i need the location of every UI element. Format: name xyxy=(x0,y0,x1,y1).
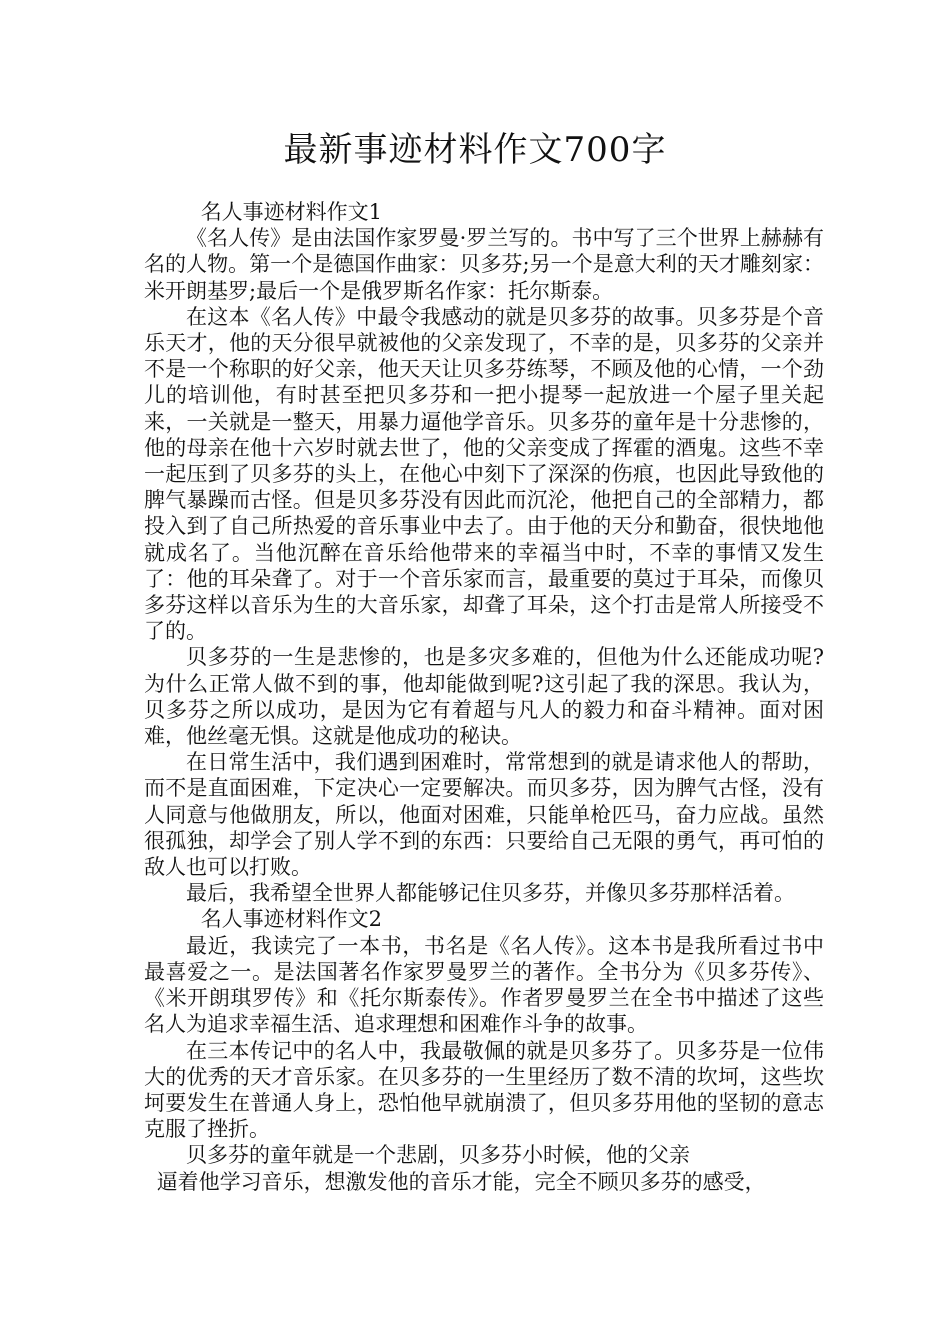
paragraph: 最近，我读完了一本书，书名是《名人传》。这本书是我所看过书中最喜爱之一。是法国著名作家罗曼罗兰的著作。全书分为《贝多芬传》、《米开朗琪罗传》和《托尔斯泰传》。作者罗曼罗兰在全书中描述了这些名人为追求幸福生活、追求理想和困难作斗争的故事。 xyxy=(144,933,824,1037)
paragraph: 贝多芬的童年就是一个悲剧，贝多芬小时候，他的父亲 xyxy=(186,1143,690,1168)
section-heading: 名人事迹材料作文2 xyxy=(200,907,383,932)
section-heading: 名人事迹材料作文1 xyxy=(200,200,383,224)
document-body xyxy=(144,199,824,1195)
paragraph: 在日常生活中，我们遇到困难时，常常想到的就是请求他人的帮助，而不是直面困难，下定决心一定要解决。而贝多芬，因为脾气古怪，没有人同意与他做朋友，所以，他面对困难，只能单枪匹马，奋力应战。虽然很孤独，却学会了别人学不到的东西：只要给自己无限的勇气，再可怕的敌人也可以打败。 xyxy=(144,750,824,880)
paragraph: 逼着他学习音乐，想激发他的音乐才能，完全不顾贝多芬的感受， xyxy=(156,1169,766,1194)
paragraph: 在这本《名人传》中最令我感动的就是贝多芬的故事。贝多芬是个音乐天才，他的天分很早就被他的父亲发现了，不幸的是，贝多芬的父亲并不是一个称职的好父亲，他天天让贝多芬练琴，不顾及他的心情，一个劲儿的培训他，有时甚至把贝多芬和一把小提琴一起放进一个屋子里关起来，一关就是一整天，用暴力逼他学音乐。贝多芬的童年是十分悲惨的，他的母亲在他十六岁时就去世了，他的父亲变成了挥霍的酒鬼。这些不幸一起压到了贝多芬的头上，在他心中刻下了深深的伤痕，也因此导致他的脾气暴躁而古怪。但是贝多芬没有因此而沉沦，他把自己的全部精力，都投入到了自己所热爱的音乐事业中去了。由于他的天分和勤奋，很快地他就成名了。当他沉醉在音乐给他带来的幸福当中时，不幸的事情又发生了：他的耳朵聋了。对于一个音乐家而言，最重要的莫过于耳朵，而像贝多芬这样以音乐为生的大音乐家，却聋了耳朵，这个打击是常人所接受不了的。 xyxy=(144,304,824,644)
paragraph: 最后，我希望全世界人都能够记住贝多芬，并像贝多芬那样活着。 xyxy=(186,881,795,906)
document-title: 最新事迹材料作文700字 xyxy=(283,130,667,170)
paragraph: 《名人传》是由法国作家罗曼·罗兰写的。书中写了三个世界上赫赫有名的人物。第一个是德国作曲家：贝多芬;另一个是意大利的天才雕刻家：米开朗基罗;最后一个是俄罗斯名作家：托尔斯泰。 xyxy=(144,226,824,303)
paragraph: 在三本传记中的名人中，我最敬佩的就是贝多芬了。贝多芬是一位伟大的优秀的天才音乐家。在贝多芬的一生里经历了数不清的坎坷，这些坎坷要发生在普通人身上，恐怕他早就崩溃了，但贝多芬用他的坚韧的意志克服了挫折。 xyxy=(144,1038,824,1142)
paragraph: 贝多芬的一生是悲惨的，也是多灾多难的，但他为什么还能成功呢?为什么正常人做不到的事，他却能做到呢?这引起了我的深思。我认为，贝多芬之所以成功，是因为它有着超与凡人的毅力和奋斗精神。面对困难，他丝毫无惧。这就是他成功的秘诀。 xyxy=(144,645,824,749)
